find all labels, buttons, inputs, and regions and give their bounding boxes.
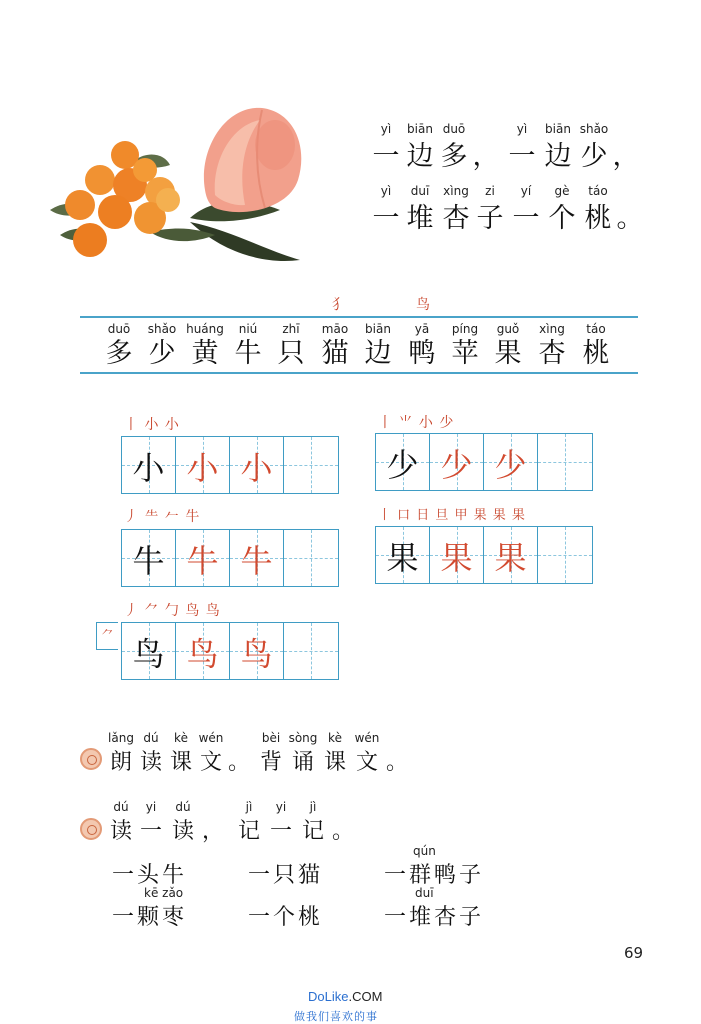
watermark-brand: DoLike.COM <box>308 989 383 1004</box>
apricots-peach-illustration <box>40 100 350 270</box>
writing-grid-niu: 牛 牛 牛 <box>121 529 339 587</box>
vocab-char: zhī 只 <box>277 322 305 369</box>
radical-niao: 鸟 <box>416 297 430 313</box>
page-number: 69 <box>624 944 644 962</box>
vocab-char: guǒ 果 <box>494 322 522 369</box>
vocab-char: māo 猫 <box>321 322 349 369</box>
vocab-char: táo 桃 <box>582 322 610 369</box>
pinyin-dui: duī <box>415 886 434 900</box>
watermark-slogan: 做我们喜欢的事 <box>294 1010 378 1023</box>
vocab-char: píng 苹 <box>451 322 479 369</box>
stroke-order-shao: 丨 ⺌ 小 少 <box>378 415 455 431</box>
writing-grid-shao: 少 少 少 <box>375 433 593 491</box>
vocab-char: yā 鸭 <box>408 322 436 369</box>
exercise-read-remember: dú 读 yi 一 dú 读 ， jì 记 yi 一 jì 记 。 <box>109 800 354 844</box>
vocab-char: xìng 杏 <box>538 322 566 369</box>
exercise-bullet-icon <box>80 818 102 840</box>
phrase: 一颗枣 <box>112 905 188 930</box>
vocab-char: duō 多 <box>105 322 133 369</box>
phrase: 一群鸭子 <box>384 863 485 888</box>
exercise-bullet-icon <box>80 748 102 770</box>
stroke-order-niao: 丿 ⺈ 勹 鸟 鸟 <box>124 603 221 619</box>
exercise-read-recite: lǎng 朗 dú 读 kè 课 wén 文 。 bèi 背 sòng 诵 kè 课 wén 文 。 <box>108 731 408 775</box>
stroke-order-xiao: 丨 小 小 <box>124 417 180 433</box>
pinyin-ke-zao: kē zǎo <box>144 886 184 900</box>
vocab-char: huáng 黄 <box>186 322 224 369</box>
radical-tab-niao: ⺈ <box>96 622 118 650</box>
phrase: 一堆杏子 <box>384 905 485 930</box>
vocab-char: niú 牛 <box>234 322 262 369</box>
vocab-char: biān 边 <box>364 322 392 369</box>
phrase: 一头牛 <box>112 863 188 888</box>
phrase: 一只猫 <box>248 863 324 888</box>
vocab-char: shǎo 少 <box>147 322 177 369</box>
vocab-top-line <box>80 316 638 318</box>
radical-quan: 犭 <box>332 297 346 313</box>
vocab-bottom-line <box>80 372 638 374</box>
stroke-order-guo: 丨 口 日 旦 甲 果 果 果 <box>378 508 526 523</box>
writing-grid-niao: 鸟 鸟 鸟 <box>121 622 339 680</box>
writing-grid-xiao: 小 小 小 <box>121 436 339 494</box>
stroke-order-niu: 丿 ⺧ 𠂉 牛 <box>124 509 201 525</box>
pinyin-qun: qún <box>413 844 436 858</box>
writing-grid-guo: 果 果 果 <box>375 526 593 584</box>
phrase: 一个桃 <box>248 905 324 930</box>
